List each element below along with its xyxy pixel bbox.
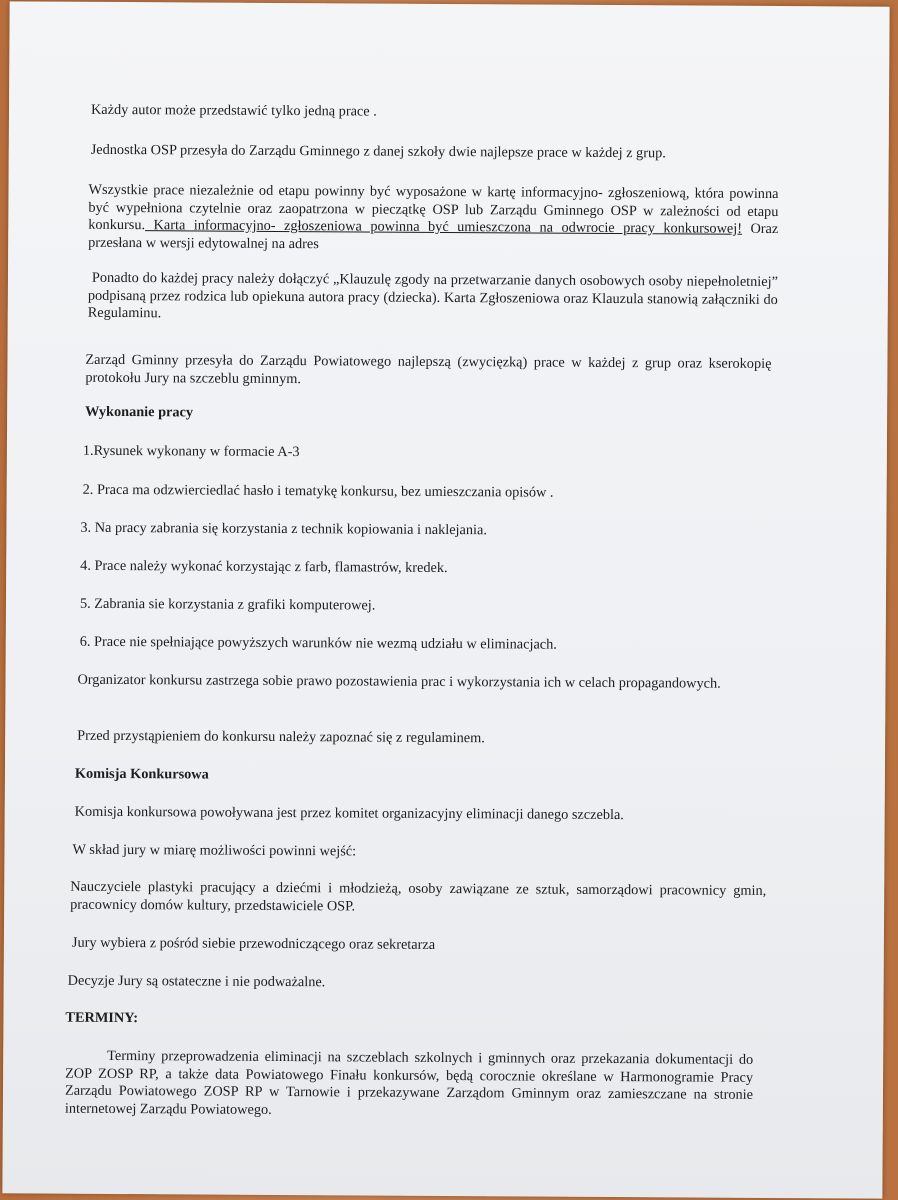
heading-execution: Wykonanie pracy [85,403,194,421]
rule-2: 2. Praca ma odzwierciedlać hasło i tematykę konkursu, bez umieszczania opisów . [82,481,554,501]
paragraph-deadlines: Terminy przeprowadzenia eliminacji na szczeblach szkolnych i gminnych oraz przekazania dokumentacji do ZOP ZOSP RP, a także data Powiatowego Finału konkursów, będą corocznie określane w Harmonogramie Pracy Zarządu Powiatowego ZOSP RP w Tarnowie i przekazywane Zarządom Gminnym oraz zamieszczane na stronie internetowej Zarządu Powiatowego. [64,1047,754,1118]
paragraph-organizer-rights: Organizator konkursu zastrzega sobie prawo pozostawienia prac i wykorzystania ich w celach propagandowych. [77,671,721,692]
rule-4: 4. Prace należy wykonać korzystając z farb, flamastrów, kredek. [80,557,448,577]
rule-3: 3. Na pracy zabrania się korzystania z technik kopiowania i naklejania. [80,519,487,539]
paragraph-info-card [88,182,778,256]
document-text [2,1,889,1198]
paragraph-commission-appointed: Komisja konkursowa powoływana jest przez komitet organizacyjny eliminacji danego szczebla. [74,803,624,824]
rule-5: 5. Zabrania sie korzystania z grafiki komputerowej. [79,595,376,614]
paragraph-board-sends: Zarząd Gminny przesyła do Zarządu Powiatowego najlepszą (zwycięzką) prace w każdej z grup oraz kserokopię protokołu Jury na szczeblu gminnym. [85,351,772,387]
paragraph-jury-composition: W skład jury w miarę możliwości powinni wejść: [72,841,357,860]
paper-sheet [2,1,889,1198]
paragraph-consent-clause: Ponadto do każdej pracy należy dołączyć „Klauzulę zgody na przetwarzanie danych osobowych osoby niepełnoletniej” podpisaną przez rodzica lub opiekuna autora pracy (dziecka). Karta Zgłoszeniowa oraz Klauzula stanowią załączniki do Regulaminu. [87,269,778,322]
paragraph-jury-members: Nauczyciele plastyki pracujący a dziećmi i młodzieżą, osoby zawiązane ze sztuk, samorządowi pracownicy gmin, pracownicy domów kultury, przedstawiciele OSP. [70,878,767,914]
rule-1: 1.Rysunek wykonany w formacie A-3 [82,442,300,461]
heading-deadlines: TERMINY: [65,1009,139,1027]
paragraph-osp-sends: Jednostka OSP przesyła do Zarządu Gminnego z danej szkoły dwie najlepsze prace w każdej z grup. [90,141,666,162]
info-card-tail: Oraz przesłana w wersji edytowalnej na adres [88,220,779,252]
paragraph-jury-chair: Jury wybiera z pośród siebie przewodniczącego oraz sekretarza [71,934,436,953]
paragraph-jury-decisions: Decyzje Jury są ostateczne i nie podważalne. [67,972,326,991]
heading-commission: Komisja Konkursowa [74,765,209,783]
rule-6: 6. Prace nie spełniające powyższych warunków nie wezmą udziału w eliminacjach. [79,633,557,653]
info-card-text: Wszystkie prace niezależnie od etapu powinny być wyposażone w kartę informacyjno- zgłoszeniową, która powinna być wypełniona czytelnie oraz zaopatrzona w pieczątkę OSP lub Zarządu Gminnego OSP w zależności od etapu konkursu. [88,181,779,234]
info-card-underlined: Karta informacyjno- zgłoszeniowa powinna być umieszczona na odwrocie pracy konkursowej! [145,217,743,237]
paragraph-read-rules: Przed przystąpieniem do konkursu należy zapoznać się z regulaminem. [77,727,485,747]
paragraph-one-work: Każdy autor może przedstawić tylko jedną prace . [90,101,377,120]
